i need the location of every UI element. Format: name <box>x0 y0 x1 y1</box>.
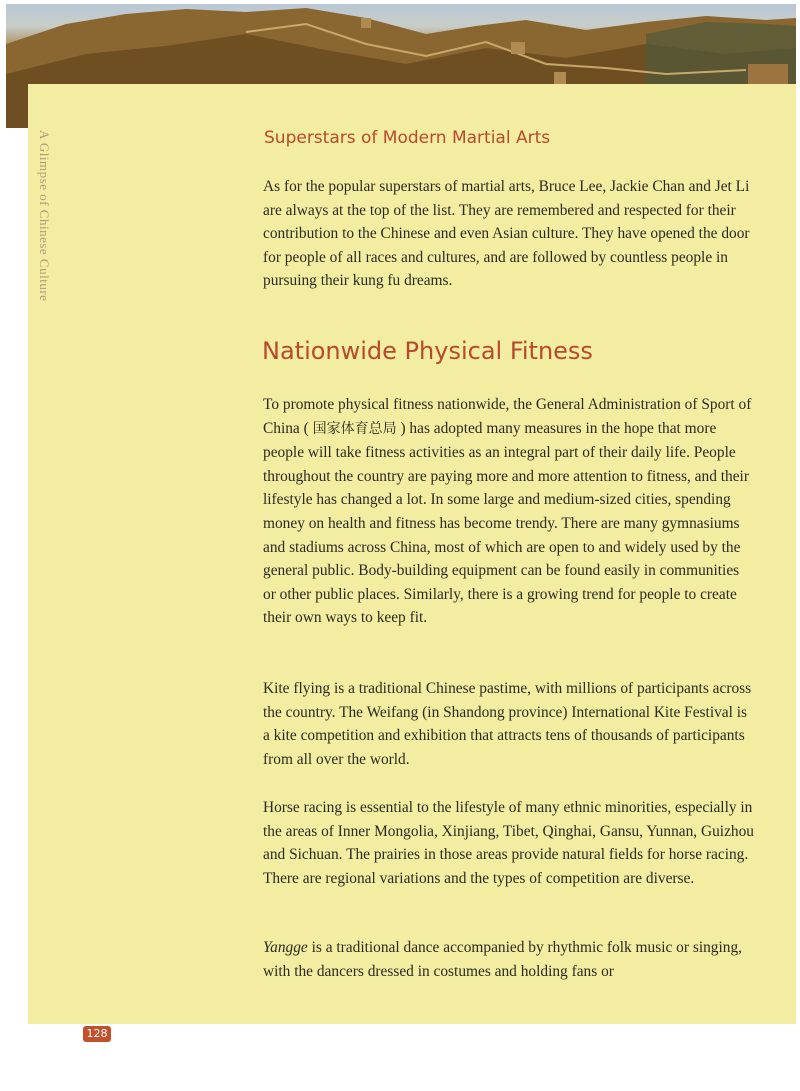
yangge-text: is a traditional dance accompanied by rhythmic folk music or singing, with the dancers dressed in costumes and holding fans or <box>263 939 743 980</box>
paragraph-horse-racing: Horse racing is essential to the lifestyle of many ethnic minorities, especially in the areas of Inner Mongolia, Xinjiang, Tibet, Qinghai, Gansu, Yunnan, Guizhou and Sichuan. The prairies in those areas provide natural fields for horse racing. There are regional variations and the types of competition are diverse. <box>263 799 754 887</box>
paragraph-kite-flying: Kite flying is a traditional Chinese pastime, with millions of participants across the country. The Weifang (in Shandong province) International Kite Festival is a kite competition and exhibition that attracts tens of thousands of participants from all over the world. <box>263 680 752 768</box>
fitness-text-part1: To promote physical fitness nationwide, the General Administration of Sport of China ( <box>263 396 752 437</box>
fitness-text-part2: ) has adopted many measures in the hope that more people will take fitness activities as an integral part of their daily life. People throughout the country are paying more and more attention to fitness, and their lifestyle has changed a lot. In some large and medium-sized cities, spending money on health and fitness has become trendy. There are many gymnasiums and stadiums across China, most of which are open to and widely used by the general public. Body-building equipment can be found easily in communities or other public places. Similarly, there is a growing trend for people to create their own ways to keep fit. <box>263 419 749 627</box>
section-title-superstars: Superstars of Modern Martial Arts <box>264 128 551 148</box>
chinese-characters: 国家体育总局 <box>312 420 397 437</box>
running-header-vertical: A Glimpse of Chinese Culture <box>37 130 52 302</box>
paragraph-yangge <box>263 936 755 983</box>
paragraph-fitness <box>263 393 755 630</box>
section-title-fitness: Nationwide Physical Fitness <box>262 337 593 365</box>
paragraph-superstars: As for the popular superstars of martial arts, Bruce Lee, Jackie Chan and Jet Li are always at the top of the list. They are remembered and respected for their contribution to the Chinese and even Asian culture. They have opened the door for people of all races and cultures, and are followed by countless people in pursuing their kung fu dreams. <box>263 178 750 290</box>
page-number-badge: 128 <box>83 1026 111 1042</box>
yangge-term: Yangge <box>263 939 308 956</box>
